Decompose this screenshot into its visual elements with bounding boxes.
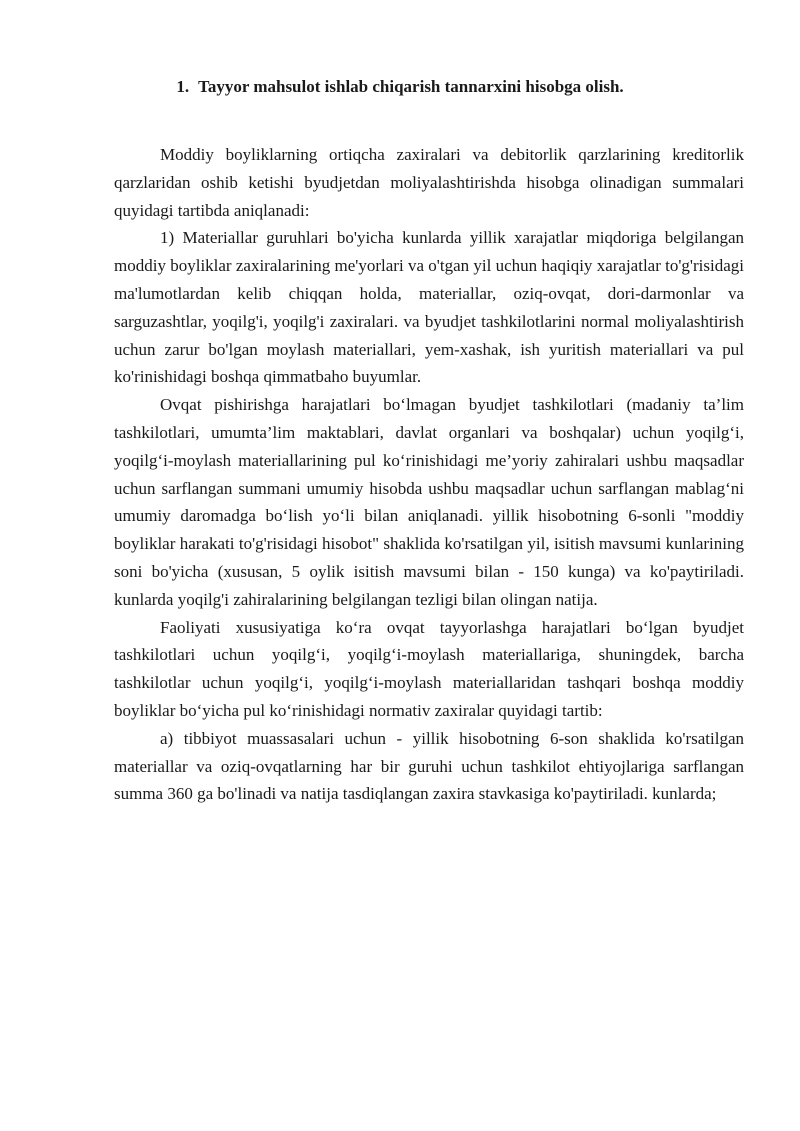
- paragraph: 1) Materiallar guruhlari bo'yicha kunlarda yillik xarajatlar miqdoriga belgilangan moddiy boyliklar zaxiralarining me'yorlari va o'tgan yil uchun haqiqiy xarajatlar to'g'risidagi ma'lumotlardan kelib chiqqan holda, materiallar, oziq-ovqat, dori-darmonlar va sarguzashtlar, yoqilg'i, yoqilg'i zaxiralari. va byudjet tashkilotlarini normal moliyalashtirish uchun zarur bo'lgan moylash materiallari, yem-xashak, ish yuritish materiallari va pul ko'rinishidagi boshqa qimmatbaho buyumlar.: [114, 228, 744, 387]
- paragraph: Moddiy boyliklarning ortiqcha zaxiralari va debitorlik qarzlarining kreditorlik qarzlaridan oshib ketishi byudjetdan moliyalashtirishda hisobga olinadigan summalari quyidagi tartibda aniqlanadi:: [114, 145, 744, 220]
- section-title: Tayyor mahsulot ishlab chiqarish tannarxini hisobga olish.: [198, 77, 624, 96]
- section-number: 1.: [176, 77, 190, 96]
- section-heading: [0, 76, 800, 98]
- paragraph: a) tibbiyot muassasalari uchun - yillik hisobotning 6-son shaklida ko'rsatilgan materiallar va oziq-ovqatlarning har bir guruhi uchun tashkilot ehtiyojlariga sarflangan summa 360 ga bo'linadi va natija tasdiqlangan zaxira stavkasiga ko'paytiriladi. kunlarda;: [114, 728, 744, 804]
- paragraph: Faoliyati xususiyatiga ko‘ra ovqat tayyorlashga harajatlari bo‘lgan byudjet tashkilotlari uchun yoqilg‘i, yoqilg‘i-moylash materiallariga, shuningdek, barcha tashkilotlar uchun yoqilg‘i, yoqilg‘i-moylash materiallaridan tashqari boshqa moddiy boyliklar bo‘yicha pul ko‘rinishidagi normativ zaxiralar quyidagi tartib:: [114, 617, 744, 720]
- paragraph: Ovqat pishirishga harajatlari bo‘lmagan byudjet tashkilotlari (madaniy ta’lim tashkilotlari, umumta’lim maktablari, davlat organlari va boshqalar) uchun yoqilg‘i, yoqilg‘i-moylash materiallarining pul ko‘rinishidagi me’yoriy zahiralari ushbu maqsadlar uchun sarflangan summani umumiy hisobda ushbu maqsadlar uchun sarflangan mablag‘ni umumiy daromadga bo‘lish yo‘li bilan aniqlanadi. yillik hisobotning 6-sonli "moddiy boyliklar harakati to'g'risidagi hisobot" shaklida ko'rsatilgan yil, isitish mavsumi kunlarining soni bo'yicha (xususan, 5 oylik isitish mavsumi bilan - 150 kunga) va ko'paytiriladi. kunlarda yoqilg'i zahiralarining belgilangan tezligi bilan olingan natija.: [114, 395, 744, 609]
- document-body: [114, 141, 744, 808]
